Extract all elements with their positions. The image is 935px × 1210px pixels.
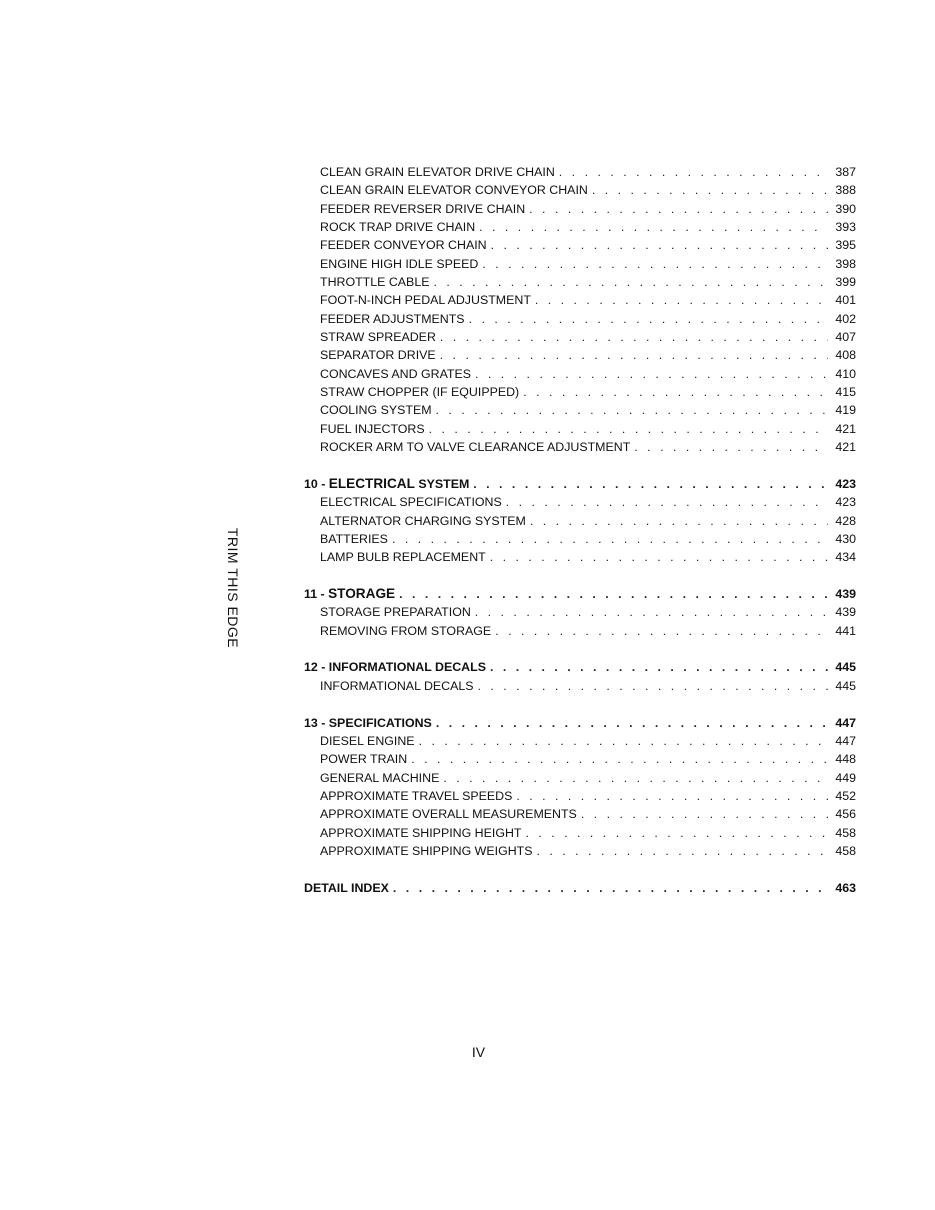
toc-entry: FEEDER ADJUSTMENTS . . . 402: [304, 310, 856, 328]
toc-chapter-11: 11 - STORAGE . . . 439: [304, 585, 856, 603]
toc-entry: THROTTLE CABLE . . . 399: [304, 273, 856, 291]
toc-entry: GENERAL MACHINE . . . 449: [304, 769, 856, 787]
toc-entry: CONCAVES AND GRATES . . . 410: [304, 365, 856, 383]
toc-entry: CLEAN GRAIN ELEVATOR DRIVE CHAIN . . . 387: [304, 163, 856, 181]
toc-entry: SEPARATOR DRIVE . . . 408: [304, 346, 856, 364]
toc-entry: STORAGE PREPARATION . . . 439: [304, 603, 856, 621]
toc-entry: APPROXIMATE OVERALL MEASUREMENTS . . . 456: [304, 805, 856, 823]
toc-detail-index: DETAIL INDEX . . . 463: [304, 879, 856, 897]
toc-entry: ROCK TRAP DRIVE CHAIN . . . 393: [304, 218, 856, 236]
toc-entry: DIESEL ENGINE . . . 447: [304, 732, 856, 750]
toc-entry: FEEDER CONVEYOR CHAIN . . . 395: [304, 236, 856, 254]
toc-entry: BATTERIES . . . 430: [304, 530, 856, 548]
toc-entry: FOOT-N-INCH PEDAL ADJUSTMENT . . . 401: [304, 291, 856, 309]
toc-entry: POWER TRAIN . . . 448: [304, 750, 856, 768]
toc-entry: FEEDER REVERSER DRIVE CHAIN . . . 390: [304, 200, 856, 218]
toc-entry: STRAW CHOPPER (IF EQUIPPED) . . . 415: [304, 383, 856, 401]
toc-entry: STRAW SPREADER . . . 407: [304, 328, 856, 346]
toc-entry: APPROXIMATE SHIPPING WEIGHTS . . . 458: [304, 842, 856, 860]
toc-chapter-13: 13 - SPECIFICATIONS . . . 447: [304, 714, 856, 732]
toc-entry: LAMP BULB REPLACEMENT . . . 434: [304, 548, 856, 566]
trim-edge-note: TRIM THIS EDGE: [225, 527, 241, 649]
toc-entry: APPROXIMATE TRAVEL SPEEDS . . . 452: [304, 787, 856, 805]
toc-entry: REMOVING FROM STORAGE . . . 441: [304, 622, 856, 640]
toc-chapter-12: 12 - INFORMATIONAL DECALS . . . 445: [304, 658, 856, 676]
toc-entry: ALTERNATOR CHARGING SYSTEM . . . 428: [304, 512, 856, 530]
toc-chapter-10: 10 - ELECTRICAL SYSTEM . . . 423: [304, 475, 856, 493]
toc-entry: INFORMATIONAL DECALS . . . 445: [304, 677, 856, 695]
toc-entry: ENGINE HIGH IDLE SPEED . . . 398: [304, 255, 856, 273]
table-of-contents: [304, 163, 856, 897]
toc-entry: APPROXIMATE SHIPPING HEIGHT . . . 458: [304, 824, 856, 842]
page-number: IV: [471, 1044, 486, 1060]
toc-entry: COOLING SYSTEM . . . 419: [304, 401, 856, 419]
toc-entry: CLEAN GRAIN ELEVATOR CONVEYOR CHAIN . . . 388: [304, 181, 856, 199]
toc-entry: ROCKER ARM TO VALVE CLEARANCE ADJUSTMENT . . . 421: [304, 438, 856, 456]
toc-entry: ELECTRICAL SPECIFICATIONS . . . 423: [304, 493, 856, 511]
toc-entry: FUEL INJECTORS . . . 421: [304, 420, 856, 438]
